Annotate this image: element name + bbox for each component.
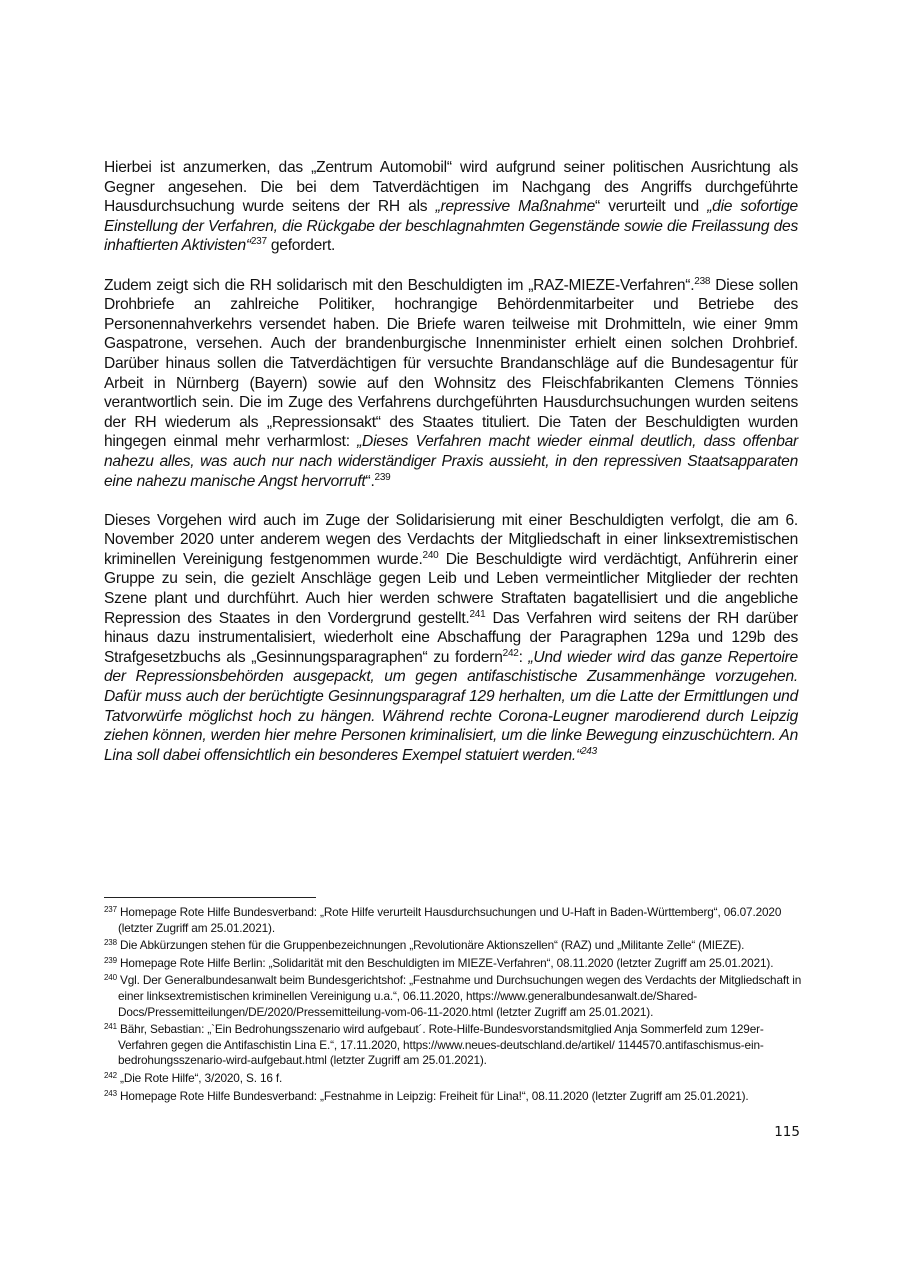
footnote-reference: 237	[250, 236, 267, 248]
quoted-text: „die sofortige Einstellung der Verfahren, die Rückgabe der beschlagnahmten Gegenstände sowie die Freilassung des inhaftierten Aktivisten“	[104, 198, 798, 255]
paragraph	[104, 511, 798, 766]
footnote-text: Bähr, Sebastian: „`Ein Bedrohungsszenario wird aufgebaut´. Rote-Hilfe-Bundesvorstandsmitglied Anja Sommerfeld zum 129er-Verfahren gegen die Antifaschistin Lina E.“, 17.11.2020, https://www.neues-deutschland.de/artikel/ 1144570.antifaschismus-ein-bedrohungsszenario-wird-aufgebaut.html (letzter Zugriff am 25.01.2021).	[118, 1022, 764, 1068]
footnote	[104, 905, 804, 936]
footnote-reference: 239	[374, 471, 391, 483]
footnote	[104, 956, 804, 972]
text-run: Das Verfahren wird seitens der RH darüber hinaus dazu instrumentalisiert, wiederholt eine Abschaffung der Paragraphen 129a und 129b des Strafgesetzbuchs als „Gesinnungsparagraphen“ zu fordern	[104, 609, 798, 666]
text-run: Zudem zeigt sich die RH solidarisch mit den Beschuldigten im „RAZ-MIEZE-Verfahren“.	[104, 276, 695, 294]
footnote-reference: 242	[502, 647, 519, 659]
footnotes	[104, 905, 804, 1106]
text-run: :	[518, 648, 529, 666]
footnote-reference: 240	[422, 549, 439, 561]
paragraph	[104, 276, 798, 492]
footnote-text: „Die Rote Hilfe“, 3/2020, S. 16 f.	[120, 1070, 283, 1085]
footnote-number: 241	[104, 1022, 117, 1032]
footnote	[104, 1071, 804, 1087]
footnote-text: Homepage Rote Hilfe Bundesverband: „Festnahme in Leipzig: Freiheit für Lina!“, 08.11.2020 (letzter Zugriff am 25.01.2021).	[120, 1088, 749, 1103]
body-text	[104, 158, 798, 785]
footnote-text: Die Abkürzungen stehen für die Gruppenbezeichnungen „Revolutionäre Aktionszellen“ (RAZ) und „Militante Zelle“ (MIEZE).	[120, 938, 745, 953]
footnote-number: 238	[104, 938, 117, 948]
text-run: “ verurteilt und	[595, 198, 708, 216]
text-run: “.	[365, 472, 375, 490]
footnote-text: Homepage Rote Hilfe Berlin: „Solidarität mit den Beschuldigten im MIEZE-Verfahren“, 08.11.2020 (letzter Zugriff am 25.01.2021).	[120, 955, 774, 970]
footnote-reference: 243	[580, 745, 597, 757]
footnote-number: 240	[104, 973, 117, 983]
footnote-text: Homepage Rote Hilfe Bundesverband: „Rote Hilfe verurteilt Hausdurchsuchungen und U-Haft in Baden-Württemberg“, 06.07.2020 (letzter Zugriff am 25.01.2021).	[118, 905, 782, 935]
footnote-number: 243	[104, 1088, 117, 1098]
text-run: Hierbei ist anzumerken, das „Zentrum Automobil“ wird aufgrund seiner politischen Ausrichtung als Gegner angesehen. Die bei dem Tatverdächtigen im Nachgang des Angriffs durchgeführte Hausdurchsuchung wurde seitens der RH als	[104, 159, 798, 216]
text-run: Die Beschuldigte wird verdächtigt, Anführerin einer Gruppe zu sein, die gezielt Anschläge gegen Leib und Leben vermeintlicher Mitglieder der rechten Szene plant und durchführt. Auch hier werden schwere Straftaten bagatellisiert und die angebliche Repression des Staates in den Vordergrund gestellt.	[104, 550, 798, 627]
page-number: 115	[774, 1124, 800, 1140]
text-run: Diese sollen Drohbriefe an zahlreiche Politiker, hochrangige Behördenmitarbeiter und Betriebe des Personennahverkehrs versendet haben. Die Briefe waren teilweise mit Drohmitteln, wie einer 9mm Gaspatrone, versehen. Auch der brandenburgische Innenminister erhielt einen solchen Drohbrief. Darüber hinaus sollen die Tatverdächtigen für versuchte Brandanschläge auf die Bundesagentur für Arbeit in Nürnberg (Bayern) sowie auf den Wohnsitz des Fleischfabrikanten Clemens Tönnies verantwortlich sein. Die im Zuge des Verfahrens durchgeführten Hausdurchsuchungen wurden seitens der RH wiederum als „Repressionsakt“ des Staates tituliert. Die Taten der Beschuldigten wurden hingegen einmal mehr verharmlost:	[104, 276, 799, 451]
footnote-text: Vgl. Der Generalbundesanwalt beim Bundesgerichtshof: „Festnahme und Durchsuchungen wegen des Verdachts der Mitgliedschaft in einer linksextremistischen kriminellen Vereinigung u.a.“, 06.11.2020, https://www.generalbundesanwalt.de/SharedDocs/Pressemitteilungen/DE/2020/Pressemitteilung-vom-06-11-2020.html (letzter Zugriff am 25.01.2021).	[118, 973, 802, 1019]
quoted-text: „repressive Maßnahme	[435, 198, 596, 216]
footnote	[104, 1089, 804, 1105]
footnote-number: 242	[104, 1070, 117, 1080]
footnote	[104, 973, 804, 1020]
text-run: gefordert.	[266, 237, 336, 255]
text-run: Dieses Vorgehen wird auch im Zuge der Solidarisierung mit einer Beschuldigten verfolgt, die am 6. November 2020 unter anderem wegen des Verdachts der Mitgliedschaft in einer linksextremistischen kriminellen Vereinigung festgenommen wurde.	[104, 511, 798, 568]
quoted-text: „Dieses Verfahren macht wieder einmal deutlich, dass offenbar nahezu alles, was auch nur nach widerständiger Praxis aussieht, in den repressiven Staatsapparaten eine nahezu manische Angst hervorruft	[104, 433, 798, 490]
footnote	[104, 938, 804, 954]
quoted-text: „Und wieder wird das ganze Repertoire der Repressionsbehörden ausgepackt, um gegen antifaschistische Zusammenhänge vorzugehen. Dafür muss auch der berüchtigte Gesinnungsparagraf 129 herhalten, um die Latte der Ermittlungen und Tatvorwürfe möglichst hoch zu hängen. Während rechte Corona-Leugner marodierend durch Leipzig ziehen können, werden hier mehre Personen kriminalisiert, um die linke Bewegung einzuschüchtern. An Lina soll dabei offensichtlich ein besonderes Exempel statuiert werden.“	[104, 648, 798, 764]
footnote	[104, 1022, 804, 1069]
footnote-number: 239	[104, 955, 117, 965]
footnote-reference: 241	[469, 608, 486, 620]
footnote-reference: 238	[694, 275, 711, 287]
footnote-number: 237	[104, 905, 117, 914]
footnote-separator	[104, 897, 316, 898]
paragraph	[104, 158, 798, 256]
